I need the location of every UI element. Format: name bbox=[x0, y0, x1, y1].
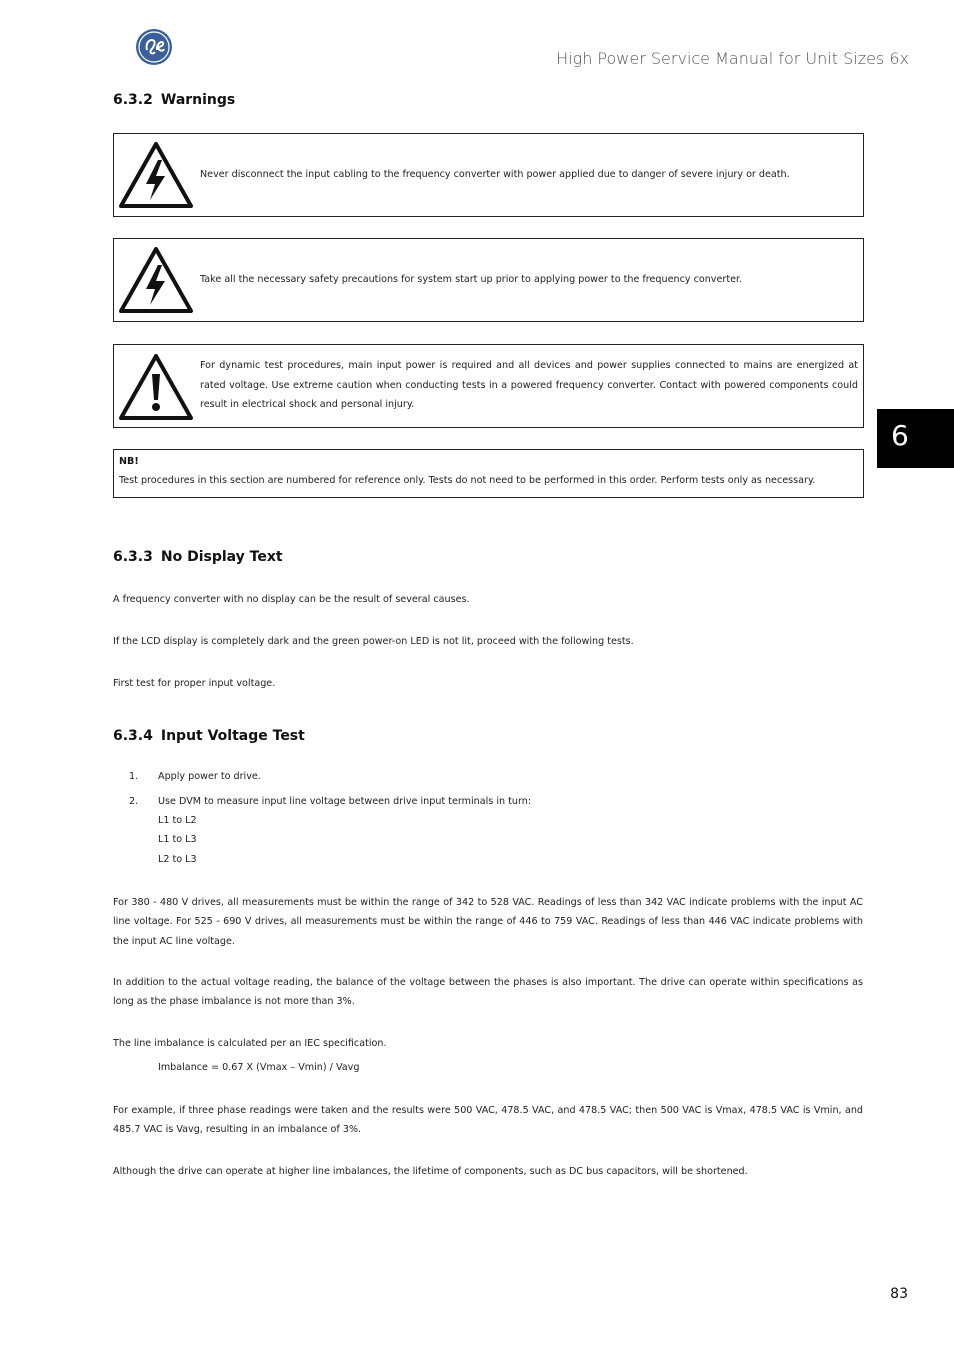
paragraph: Although the drive can operate at higher line imbalances, the lifetime of components, such as DC bus capacitors, will be shortened. bbox=[113, 1166, 748, 1177]
warning-box-disconnect bbox=[113, 133, 864, 217]
paragraph: The line imbalance is calculated per an IEC specification. bbox=[113, 1038, 387, 1049]
warning-text: Take all the necessary safety precautions for system start up prior to applying power to the frequency converter. bbox=[200, 274, 743, 285]
section-title: Input Voltage Test bbox=[160, 728, 305, 744]
warning-box-safety bbox=[113, 238, 864, 322]
paragraph: A frequency converter with no display can be the result of several causes. bbox=[113, 594, 470, 605]
note-box bbox=[113, 449, 864, 498]
terminal-pair: L2 to L3 bbox=[158, 854, 197, 865]
section-heading-no-display bbox=[113, 549, 283, 565]
section-number: 6.3.4 bbox=[113, 728, 153, 744]
paragraph: For 380 - 480 V drives, all measurements must be within the range of 342 to 528 VAC. Readings of less than 342 VAC indicate problems with the input AC line voltage. For 525 - 690 V drives, all measurements must be within the range of 446 to 759 VAC. Readings of less than 446 VAC indicate problems with the input AC line voltage. bbox=[113, 897, 863, 947]
high-voltage-warning-icon bbox=[118, 245, 194, 313]
list-number: 1. bbox=[129, 771, 139, 782]
page-number: 83 bbox=[890, 1286, 908, 1302]
high-voltage-warning-icon bbox=[118, 140, 194, 208]
list-item: Use DVM to measure input line voltage between drive input terminals in turn: bbox=[158, 796, 532, 807]
note-text: Test procedures in this section are numbered for reference only. Tests do not need to be performed in this order. Perform tests only as necessary. bbox=[119, 475, 816, 486]
terminal-pair: L1 to L3 bbox=[158, 834, 197, 845]
list-number: 2. bbox=[129, 796, 139, 807]
chapter-tab bbox=[877, 409, 954, 468]
paragraph: If the LCD display is completely dark and the green power-on LED is not lit, proceed with the following tests. bbox=[113, 636, 634, 647]
section-heading-warnings bbox=[113, 92, 235, 108]
terminal-pair: L1 to L2 bbox=[158, 815, 197, 826]
list-item: Apply power to drive. bbox=[158, 771, 261, 782]
section-number: 6.3.3 bbox=[113, 549, 153, 565]
exclamation-warning-icon bbox=[118, 352, 194, 420]
section-title: No Display Text bbox=[160, 549, 283, 565]
section-title: Warnings bbox=[160, 92, 236, 108]
ge-logo-icon bbox=[135, 28, 173, 66]
warning-text: For dynamic test procedures, main input power is required and all devices and power supplies connected to mains are energized at rated voltage. Use extreme caution when conducting tests in a powered frequency converter. Contact with powered components could result in electrical shock and personal injury. bbox=[200, 360, 858, 410]
warning-box-dynamic-test bbox=[113, 344, 864, 428]
section-number: 6.3.2 bbox=[113, 92, 153, 108]
paragraph: In addition to the actual voltage reading, the balance of the voltage between the phases is also important. The drive can operate within specifications as long as the phase imbalance is not more than 3%. bbox=[113, 977, 863, 1008]
imbalance-formula: Imbalance = 0.67 X (Vmax – Vmin) / Vavg bbox=[158, 1062, 360, 1073]
paragraph: For example, if three phase readings were taken and the results were 500 VAC, 478.5 VAC, and 478.5 VAC; then 500 VAC is Vmax, 478.5 VAC is Vmin, and 485.7 VAC is Vavg, resulting in an imbalance of 3%. bbox=[113, 1105, 863, 1136]
section-heading-input-voltage bbox=[113, 728, 305, 744]
chapter-number: 6 bbox=[891, 419, 909, 452]
manual-title: High Power Service Manual for Unit Sizes 6x bbox=[556, 49, 909, 68]
note-label: NB! bbox=[119, 456, 139, 467]
warning-text: Never disconnect the input cabling to the frequency converter with power applied due to danger of severe injury or death. bbox=[200, 169, 790, 180]
paragraph: First test for proper input voltage. bbox=[113, 678, 276, 689]
